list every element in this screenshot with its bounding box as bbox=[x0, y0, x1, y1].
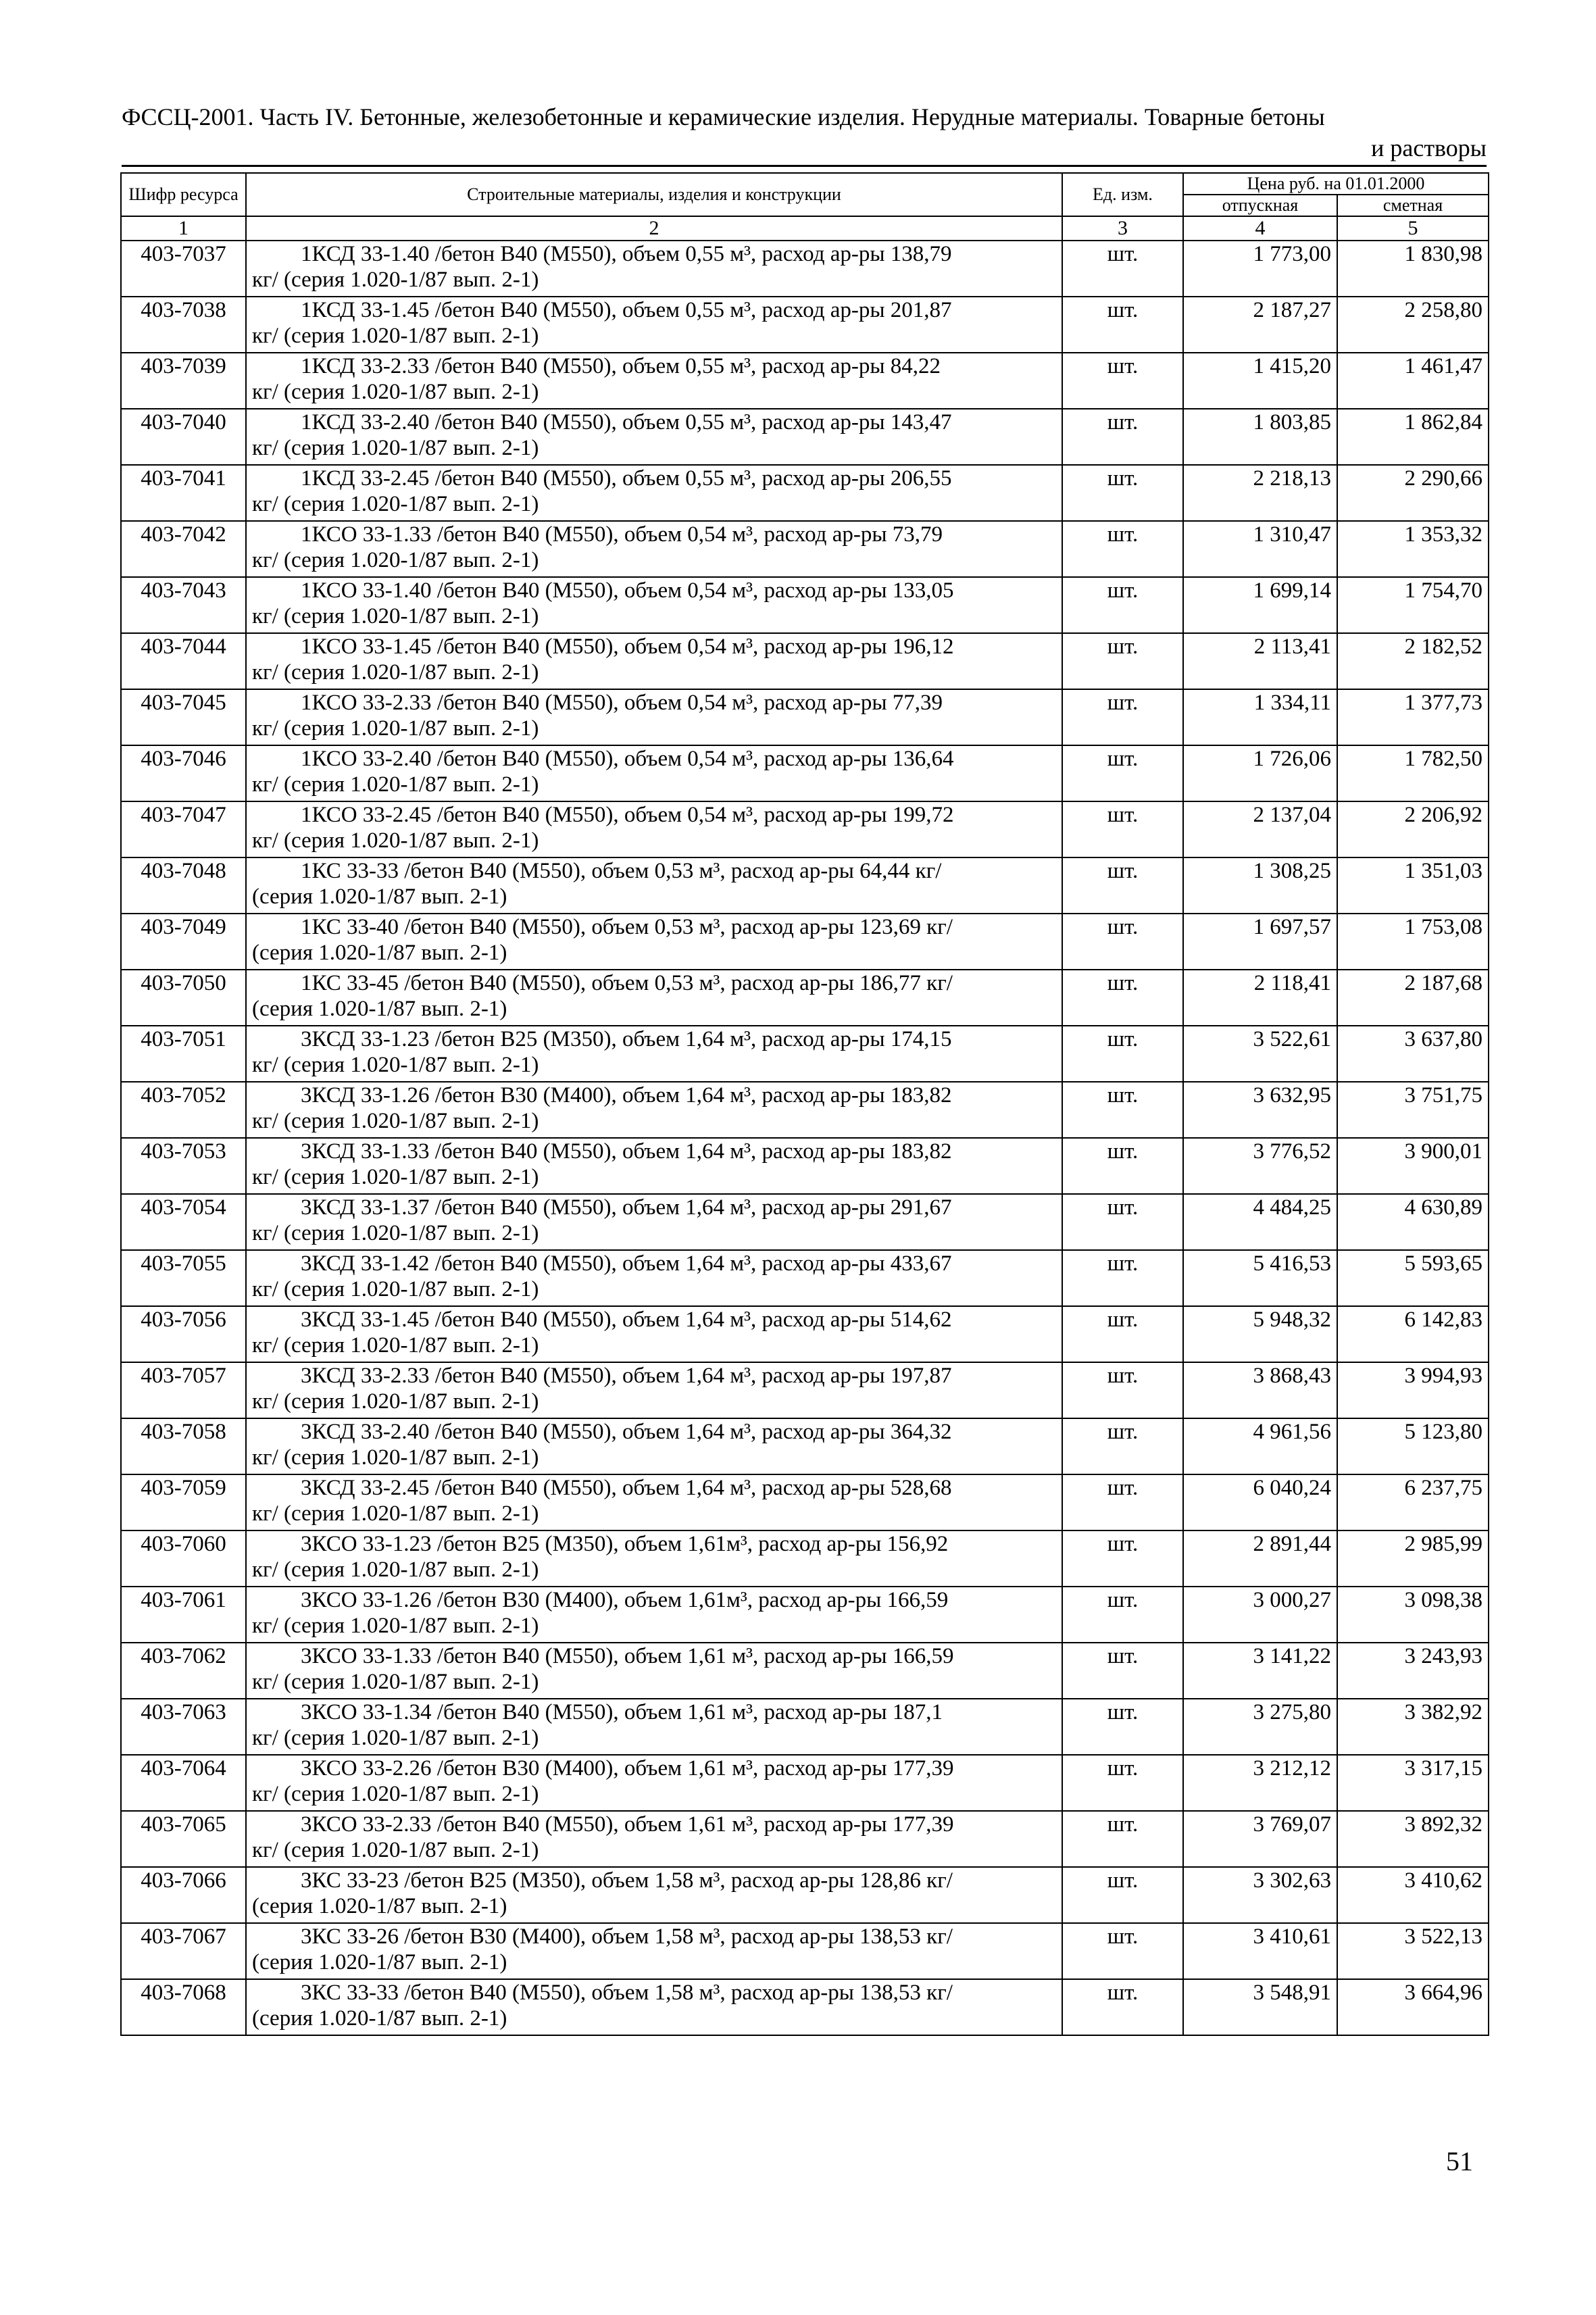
table-row bbox=[121, 914, 1489, 970]
item-description-line1: 1КСД 33-2.33 /бетон В40 (М550), объем 0,55 м³, расход ар-ры 84,22 bbox=[301, 354, 941, 378]
item-description-line2: (серия 1.020-1/87 вып. 2-1) bbox=[252, 941, 507, 965]
unit: шт. bbox=[1062, 633, 1183, 689]
estimate-price: 2 258,80 bbox=[1337, 297, 1489, 353]
estimate-price: 1 353,32 bbox=[1337, 521, 1489, 577]
unit: шт. bbox=[1062, 689, 1183, 745]
unit: шт. bbox=[1062, 465, 1183, 521]
release-price: 6 040,24 bbox=[1183, 1474, 1337, 1530]
release-price: 1 415,20 bbox=[1183, 353, 1337, 409]
resource-code: 403-7065 bbox=[121, 1811, 246, 1867]
item-description-line1: 3КСД 33-2.40 /бетон В40 (М550), объем 1,64 м³, расход ар-ры 364,32 bbox=[301, 1420, 952, 1444]
resource-code: 403-7057 bbox=[121, 1362, 246, 1418]
estimate-price: 3 664,96 bbox=[1337, 1979, 1489, 2035]
page-number: 51 bbox=[1446, 2146, 1473, 2176]
item-description-line1: 1КС 33-45 /бетон В40 (М550), объем 0,53 м³, расход ар-ры 186,77 кг/ bbox=[301, 971, 953, 995]
release-price: 3 522,61 bbox=[1183, 1026, 1337, 1082]
page-header bbox=[122, 101, 1487, 167]
item-description-line1: 3КСО 33-1.33 /бетон В40 (М550), объем 1,61 м³, расход ар-ры 166,59 bbox=[301, 1644, 954, 1668]
estimate-price: 1 377,73 bbox=[1337, 689, 1489, 745]
item-description bbox=[246, 1474, 1062, 1530]
item-description-line1: 3КСО 33-1.23 /бетон В25 (М350), объем 1,61м³, расход ар-ры 156,92 bbox=[301, 1532, 949, 1556]
item-description bbox=[246, 914, 1062, 970]
table-row bbox=[121, 1811, 1489, 1867]
release-price: 1 726,06 bbox=[1183, 745, 1337, 801]
release-price: 2 891,44 bbox=[1183, 1530, 1337, 1587]
unit: шт. bbox=[1062, 857, 1183, 914]
item-description-line2: кг/ (серия 1.020-1/87 вып. 2-1) bbox=[252, 828, 539, 853]
release-price: 1 773,00 bbox=[1183, 241, 1337, 297]
unit: шт. bbox=[1062, 1026, 1183, 1082]
resource-code: 403-7049 bbox=[121, 914, 246, 970]
table-row bbox=[121, 1699, 1489, 1755]
unit: шт. bbox=[1062, 1474, 1183, 1530]
item-description-line2: кг/ (серия 1.020-1/87 вып. 2-1) bbox=[252, 1838, 539, 1862]
estimate-price: 3 637,80 bbox=[1337, 1026, 1489, 1082]
item-description-line2: (серия 1.020-1/87 вып. 2-1) bbox=[252, 2006, 507, 2031]
unit: шт. bbox=[1062, 353, 1183, 409]
item-description bbox=[246, 521, 1062, 577]
unit: шт. bbox=[1062, 1418, 1183, 1474]
item-description-line2: кг/ (серия 1.020-1/87 вып. 2-1) bbox=[252, 1501, 539, 1526]
item-description-line2: (серия 1.020-1/87 вып. 2-1) bbox=[252, 997, 507, 1021]
item-description bbox=[246, 1755, 1062, 1811]
item-description bbox=[246, 241, 1062, 297]
estimate-price: 3 522,13 bbox=[1337, 1923, 1489, 1979]
estimate-price: 1 754,70 bbox=[1337, 577, 1489, 633]
unit: шт. bbox=[1062, 1979, 1183, 2035]
unit: шт. bbox=[1062, 521, 1183, 577]
item-description bbox=[246, 1306, 1062, 1362]
estimate-price: 3 243,93 bbox=[1337, 1643, 1489, 1699]
resource-code: 403-7061 bbox=[121, 1587, 246, 1643]
estimate-price: 5 593,65 bbox=[1337, 1250, 1489, 1306]
item-description-line1: 1КСО 33-2.33 /бетон В40 (М550), объем 0,54 м³, расход ар-ры 77,39 bbox=[301, 691, 943, 715]
table-row bbox=[121, 1587, 1489, 1643]
item-description bbox=[246, 577, 1062, 633]
estimate-price: 1 862,84 bbox=[1337, 409, 1489, 465]
table-row bbox=[121, 1026, 1489, 1082]
release-price: 2 137,04 bbox=[1183, 801, 1337, 857]
estimate-price: 6 237,75 bbox=[1337, 1474, 1489, 1530]
estimate-price: 2 290,66 bbox=[1337, 465, 1489, 521]
header-name: Строительные материалы, изделия и конструкции bbox=[246, 173, 1062, 216]
item-description-line1: 3КСД 33-1.23 /бетон В25 (М350), объем 1,64 м³, расход ар-ры 174,15 bbox=[301, 1027, 952, 1051]
item-description-line2: кг/ (серия 1.020-1/87 вып. 2-1) bbox=[252, 772, 539, 797]
release-price: 3 776,52 bbox=[1183, 1138, 1337, 1194]
item-description-line1: 3КС 33-23 /бетон В25 (М350), объем 1,58 м³, расход ар-ры 128,86 кг/ bbox=[301, 1868, 953, 1893]
resource-code: 403-7046 bbox=[121, 745, 246, 801]
release-price: 3 000,27 bbox=[1183, 1587, 1337, 1643]
unit: шт. bbox=[1062, 1194, 1183, 1250]
item-description-line1: 1КСД 33-1.45 /бетон В40 (М550), объем 0,55 м³, расход ар-ры 201,87 bbox=[301, 298, 952, 322]
header-release-price: отпускная bbox=[1183, 195, 1337, 216]
unit: шт. bbox=[1062, 1587, 1183, 1643]
item-description-line2: кг/ (серия 1.020-1/87 вып. 2-1) bbox=[252, 1445, 539, 1470]
item-description-line1: 3КСД 33-2.45 /бетон В40 (М550), объем 1,64 м³, расход ар-ры 528,68 bbox=[301, 1476, 952, 1500]
item-description-line2: кг/ (серия 1.020-1/87 вып. 2-1) bbox=[252, 716, 539, 741]
table-row bbox=[121, 1979, 1489, 2035]
release-price: 3 275,80 bbox=[1183, 1699, 1337, 1755]
table-row bbox=[121, 1138, 1489, 1194]
item-description bbox=[246, 801, 1062, 857]
unit: шт. bbox=[1062, 1306, 1183, 1362]
estimate-price: 5 123,80 bbox=[1337, 1418, 1489, 1474]
item-description-line1: 1КСД 33-1.40 /бетон В40 (М550), объем 0,55 м³, расход ар-ры 138,79 bbox=[301, 242, 952, 266]
item-description bbox=[246, 1699, 1062, 1755]
estimate-price: 4 630,89 bbox=[1337, 1194, 1489, 1250]
table-row bbox=[121, 1082, 1489, 1138]
item-description-line1: 3КСД 33-2.33 /бетон В40 (М550), объем 1,64 м³, расход ар-ры 197,87 bbox=[301, 1364, 952, 1388]
item-description-line1: 1КСО 33-1.45 /бетон В40 (М550), объем 0,54 м³, расход ар-ры 196,12 bbox=[301, 634, 954, 659]
release-price: 1 697,57 bbox=[1183, 914, 1337, 970]
unit: шт. bbox=[1062, 1530, 1183, 1587]
item-description-line2: кг/ (серия 1.020-1/87 вып. 2-1) bbox=[252, 1726, 539, 1750]
item-description-line1: 3КСД 33-1.45 /бетон В40 (М550), объем 1,64 м³, расход ар-ры 514,62 bbox=[301, 1308, 952, 1332]
release-price: 2 118,41 bbox=[1183, 970, 1337, 1026]
estimate-price: 1 461,47 bbox=[1337, 353, 1489, 409]
item-description-line2: кг/ (серия 1.020-1/87 вып. 2-1) bbox=[252, 604, 539, 628]
item-description bbox=[246, 465, 1062, 521]
unit: шт. bbox=[1062, 1867, 1183, 1923]
resource-code: 403-7055 bbox=[121, 1250, 246, 1306]
resource-code: 403-7054 bbox=[121, 1194, 246, 1250]
item-description-line2: кг/ (серия 1.020-1/87 вып. 2-1) bbox=[252, 1333, 539, 1358]
item-description-line1: 1КСО 33-1.40 /бетон В40 (М550), объем 0,54 м³, расход ар-ры 133,05 bbox=[301, 578, 954, 603]
item-description bbox=[246, 1194, 1062, 1250]
header-rule bbox=[122, 165, 1487, 167]
unit: шт. bbox=[1062, 970, 1183, 1026]
item-description bbox=[246, 1867, 1062, 1923]
item-description bbox=[246, 857, 1062, 914]
header-title-line1: ФССЦ-2001. Часть IV. Бетонные, железобетонные и керамические изделия. Нерудные материалы. Товарные бетоны bbox=[122, 103, 1325, 130]
item-description-line2: (серия 1.020-1/87 вып. 2-1) bbox=[252, 885, 507, 909]
resource-code: 403-7050 bbox=[121, 970, 246, 1026]
table-row bbox=[121, 1530, 1489, 1587]
header-title-line2: и растворы bbox=[1371, 134, 1487, 161]
item-description-line2: кг/ (серия 1.020-1/87 вып. 2-1) bbox=[252, 1277, 539, 1301]
item-description-line1: 1КСД 33-2.45 /бетон В40 (М550), объем 0,55 м³, расход ар-ры 206,55 bbox=[301, 466, 952, 491]
resource-code: 403-7066 bbox=[121, 1867, 246, 1923]
estimate-price: 1 351,03 bbox=[1337, 857, 1489, 914]
estimate-price: 3 900,01 bbox=[1337, 1138, 1489, 1194]
table-row bbox=[121, 1306, 1489, 1362]
table-row bbox=[121, 465, 1489, 521]
resource-code: 403-7048 bbox=[121, 857, 246, 914]
release-price: 1 803,85 bbox=[1183, 409, 1337, 465]
release-price: 4 484,25 bbox=[1183, 1194, 1337, 1250]
unit: шт. bbox=[1062, 577, 1183, 633]
item-description bbox=[246, 1250, 1062, 1306]
estimate-price: 6 142,83 bbox=[1337, 1306, 1489, 1362]
item-description bbox=[246, 297, 1062, 353]
item-description-line1: 3КСД 33-1.33 /бетон В40 (М550), объем 1,64 м³, расход ар-ры 183,82 bbox=[301, 1139, 952, 1164]
item-description-line2: кг/ (серия 1.020-1/87 вып. 2-1) bbox=[252, 1782, 539, 1806]
resource-code: 403-7039 bbox=[121, 353, 246, 409]
item-description-line1: 3КС 33-33 /бетон В40 (М550), объем 1,58 м³, расход ар-ры 138,53 кг/ bbox=[301, 1981, 953, 2005]
estimate-price: 1 830,98 bbox=[1337, 241, 1489, 297]
table-row bbox=[121, 1755, 1489, 1811]
estimate-price: 3 317,15 bbox=[1337, 1755, 1489, 1811]
resource-code: 403-7047 bbox=[121, 801, 246, 857]
item-description bbox=[246, 1530, 1062, 1587]
item-description-line2: кг/ (серия 1.020-1/87 вып. 2-1) bbox=[252, 324, 539, 348]
item-description bbox=[246, 1587, 1062, 1643]
item-description bbox=[246, 745, 1062, 801]
release-price: 3 141,22 bbox=[1183, 1643, 1337, 1699]
resource-code: 403-7062 bbox=[121, 1643, 246, 1699]
unit: шт. bbox=[1062, 1250, 1183, 1306]
item-description bbox=[246, 353, 1062, 409]
resource-code: 403-7040 bbox=[121, 409, 246, 465]
item-description-line2: кг/ (серия 1.020-1/87 вып. 2-1) bbox=[252, 268, 539, 292]
release-price: 2 113,41 bbox=[1183, 633, 1337, 689]
item-description-line1: 1КС 33-40 /бетон В40 (М550), объем 0,53 м³, расход ар-ры 123,69 кг/ bbox=[301, 915, 953, 939]
item-description bbox=[246, 1643, 1062, 1699]
unit: шт. bbox=[1062, 1811, 1183, 1867]
item-description-line2: (серия 1.020-1/87 вып. 2-1) bbox=[252, 1950, 507, 1974]
resource-code: 403-7042 bbox=[121, 521, 246, 577]
estimate-price: 3 892,32 bbox=[1337, 1811, 1489, 1867]
header-estimate-price: сметная bbox=[1337, 195, 1489, 216]
item-description-line1: 1КС 33-33 /бетон В40 (М550), объем 0,53 м³, расход ар-ры 64,44 кг/ bbox=[301, 859, 942, 883]
item-description-line1: 3КСД 33-1.26 /бетон В30 (М400), объем 1,64 м³, расход ар-ры 183,82 bbox=[301, 1083, 952, 1107]
item-description-line1: 1КСО 33-2.40 /бетон В40 (М550), объем 0,54 м³, расход ар-ры 136,64 bbox=[301, 747, 954, 771]
column-number: 3 bbox=[1062, 216, 1183, 241]
item-description-line2: кг/ (серия 1.020-1/87 вып. 2-1) bbox=[252, 1614, 539, 1638]
item-description-line2: кг/ (серия 1.020-1/87 вып. 2-1) bbox=[252, 1109, 539, 1133]
table-row bbox=[121, 241, 1489, 297]
item-description-line2: кг/ (серия 1.020-1/87 вып. 2-1) bbox=[252, 1670, 539, 1694]
resource-code: 403-7056 bbox=[121, 1306, 246, 1362]
item-description-line1: 1КСД 33-2.40 /бетон В40 (М550), объем 0,55 м³, расход ар-ры 143,47 bbox=[301, 410, 952, 434]
resource-code: 403-7051 bbox=[121, 1026, 246, 1082]
release-price: 3 769,07 bbox=[1183, 1811, 1337, 1867]
item-description-line2: кг/ (серия 1.020-1/87 вып. 2-1) bbox=[252, 492, 539, 516]
estimate-price: 2 985,99 bbox=[1337, 1530, 1489, 1587]
price-table bbox=[120, 172, 1489, 2036]
item-description-line2: кг/ (серия 1.020-1/87 вып. 2-1) bbox=[252, 436, 539, 460]
table-row bbox=[121, 1867, 1489, 1923]
table-row bbox=[121, 1923, 1489, 1979]
table-row bbox=[121, 409, 1489, 465]
resource-code: 403-7068 bbox=[121, 1979, 246, 2035]
item-description bbox=[246, 633, 1062, 689]
resource-code: 403-7043 bbox=[121, 577, 246, 633]
resource-code: 403-7037 bbox=[121, 241, 246, 297]
table-row bbox=[121, 1362, 1489, 1418]
unit: шт. bbox=[1062, 1138, 1183, 1194]
header-code: Шифр ресурса bbox=[121, 173, 246, 216]
price-table-body bbox=[121, 241, 1489, 2035]
release-price: 3 868,43 bbox=[1183, 1362, 1337, 1418]
resource-code: 403-7063 bbox=[121, 1699, 246, 1755]
table-row bbox=[121, 297, 1489, 353]
unit: шт. bbox=[1062, 1082, 1183, 1138]
release-price: 1 308,25 bbox=[1183, 857, 1337, 914]
release-price: 4 961,56 bbox=[1183, 1418, 1337, 1474]
resource-code: 403-7038 bbox=[121, 297, 246, 353]
item-description bbox=[246, 1418, 1062, 1474]
resource-code: 403-7052 bbox=[121, 1082, 246, 1138]
item-description-line2: кг/ (серия 1.020-1/87 вып. 2-1) bbox=[252, 660, 539, 684]
release-price: 1 310,47 bbox=[1183, 521, 1337, 577]
unit: шт. bbox=[1062, 1699, 1183, 1755]
release-price: 5 948,32 bbox=[1183, 1306, 1337, 1362]
item-description-line2: кг/ (серия 1.020-1/87 вып. 2-1) bbox=[252, 1221, 539, 1245]
unit: шт. bbox=[1062, 745, 1183, 801]
unit: шт. bbox=[1062, 801, 1183, 857]
resource-code: 403-7041 bbox=[121, 465, 246, 521]
column-number: 1 bbox=[121, 216, 246, 241]
item-description bbox=[246, 1811, 1062, 1867]
item-description-line1: 1КСО 33-1.33 /бетон В40 (М550), объем 0,54 м³, расход ар-ры 73,79 bbox=[301, 522, 943, 547]
item-description-line1: 3КСО 33-1.34 /бетон В40 (М550), объем 1,61 м³, расход ар-ры 187,1 bbox=[301, 1700, 943, 1724]
unit: шт. bbox=[1062, 1755, 1183, 1811]
item-description bbox=[246, 1362, 1062, 1418]
unit: шт. bbox=[1062, 297, 1183, 353]
table-row bbox=[121, 577, 1489, 633]
table-row bbox=[121, 1194, 1489, 1250]
item-description-line2: кг/ (серия 1.020-1/87 вып. 2-1) bbox=[252, 1165, 539, 1189]
estimate-price: 2 182,52 bbox=[1337, 633, 1489, 689]
table-row bbox=[121, 1250, 1489, 1306]
release-price: 3 410,61 bbox=[1183, 1923, 1337, 1979]
item-description bbox=[246, 970, 1062, 1026]
estimate-price: 1 782,50 bbox=[1337, 745, 1489, 801]
item-description-line2: кг/ (серия 1.020-1/87 вып. 2-1) bbox=[252, 1558, 539, 1582]
release-price: 5 416,53 bbox=[1183, 1250, 1337, 1306]
table-row bbox=[121, 633, 1489, 689]
table-row bbox=[121, 801, 1489, 857]
item-description-line1: 3КСО 33-2.33 /бетон В40 (М550), объем 1,61 м³, расход ар-ры 177,39 bbox=[301, 1812, 954, 1837]
estimate-price: 2 187,68 bbox=[1337, 970, 1489, 1026]
item-description bbox=[246, 409, 1062, 465]
unit: шт. bbox=[1062, 1643, 1183, 1699]
item-description bbox=[246, 1026, 1062, 1082]
item-description-line1: 3КСД 33-1.37 /бетон В40 (М550), объем 1,64 м³, расход ар-ры 291,67 bbox=[301, 1195, 952, 1220]
unit: шт. bbox=[1062, 1923, 1183, 1979]
item-description-line1: 1КСО 33-2.45 /бетон В40 (М550), объем 0,54 м³, расход ар-ры 199,72 bbox=[301, 803, 954, 827]
unit: шт. bbox=[1062, 1362, 1183, 1418]
item-description-line2: кг/ (серия 1.020-1/87 вып. 2-1) bbox=[252, 1389, 539, 1414]
item-description bbox=[246, 689, 1062, 745]
header-price-group: Цена руб. на 01.01.2000 bbox=[1183, 173, 1489, 195]
resource-code: 403-7060 bbox=[121, 1530, 246, 1587]
resource-code: 403-7044 bbox=[121, 633, 246, 689]
estimate-price: 1 753,08 bbox=[1337, 914, 1489, 970]
resource-code: 403-7058 bbox=[121, 1418, 246, 1474]
release-price: 2 218,13 bbox=[1183, 465, 1337, 521]
unit: шт. bbox=[1062, 914, 1183, 970]
item-description-line2: (серия 1.020-1/87 вып. 2-1) bbox=[252, 1894, 507, 1918]
resource-code: 403-7045 bbox=[121, 689, 246, 745]
column-number: 4 bbox=[1183, 216, 1337, 241]
table-row bbox=[121, 857, 1489, 914]
release-price: 3 212,12 bbox=[1183, 1755, 1337, 1811]
unit: шт. bbox=[1062, 409, 1183, 465]
table-row bbox=[121, 353, 1489, 409]
resource-code: 403-7059 bbox=[121, 1474, 246, 1530]
item-description bbox=[246, 1979, 1062, 2035]
release-price: 3 302,63 bbox=[1183, 1867, 1337, 1923]
item-description bbox=[246, 1923, 1062, 1979]
release-price: 1 699,14 bbox=[1183, 577, 1337, 633]
header-unit: Ед. изм. bbox=[1062, 173, 1183, 216]
item-description-line2: кг/ (серия 1.020-1/87 вып. 2-1) bbox=[252, 548, 539, 572]
table-row bbox=[121, 970, 1489, 1026]
resource-code: 403-7064 bbox=[121, 1755, 246, 1811]
item-description bbox=[246, 1138, 1062, 1194]
release-price: 2 187,27 bbox=[1183, 297, 1337, 353]
unit: шт. bbox=[1062, 241, 1183, 297]
item-description-line2: кг/ (серия 1.020-1/87 вып. 2-1) bbox=[252, 1053, 539, 1077]
table-row bbox=[121, 1643, 1489, 1699]
estimate-price: 3 098,38 bbox=[1337, 1587, 1489, 1643]
release-price: 1 334,11 bbox=[1183, 689, 1337, 745]
table-row bbox=[121, 1418, 1489, 1474]
price-table-head bbox=[121, 173, 1489, 241]
item-description bbox=[246, 1082, 1062, 1138]
item-description-line1: 3КСО 33-2.26 /бетон В30 (М400), объем 1,61 м³, расход ар-ры 177,39 bbox=[301, 1756, 954, 1781]
estimate-price: 3 994,93 bbox=[1337, 1362, 1489, 1418]
item-description-line1: 3КСД 33-1.42 /бетон В40 (М550), объем 1,64 м³, расход ар-ры 433,67 bbox=[301, 1251, 952, 1276]
item-description-line1: 3КСО 33-1.26 /бетон В30 (М400), объем 1,61м³, расход ар-ры 166,59 bbox=[301, 1588, 949, 1612]
resource-code: 403-7067 bbox=[121, 1923, 246, 1979]
release-price: 3 632,95 bbox=[1183, 1082, 1337, 1138]
column-number: 5 bbox=[1337, 216, 1489, 241]
item-description-line2: кг/ (серия 1.020-1/87 вып. 2-1) bbox=[252, 380, 539, 404]
table-row bbox=[121, 689, 1489, 745]
column-number: 2 bbox=[246, 216, 1062, 241]
estimate-price: 3 382,92 bbox=[1337, 1699, 1489, 1755]
estimate-price: 3 751,75 bbox=[1337, 1082, 1489, 1138]
item-description-line1: 3КС 33-26 /бетон В30 (М400), объем 1,58 м³, расход ар-ры 138,53 кг/ bbox=[301, 1924, 953, 1949]
table-row bbox=[121, 745, 1489, 801]
table-row bbox=[121, 521, 1489, 577]
table-row bbox=[121, 1474, 1489, 1530]
estimate-price: 2 206,92 bbox=[1337, 801, 1489, 857]
resource-code: 403-7053 bbox=[121, 1138, 246, 1194]
estimate-price: 3 410,62 bbox=[1337, 1867, 1489, 1923]
release-price: 3 548,91 bbox=[1183, 1979, 1337, 2035]
